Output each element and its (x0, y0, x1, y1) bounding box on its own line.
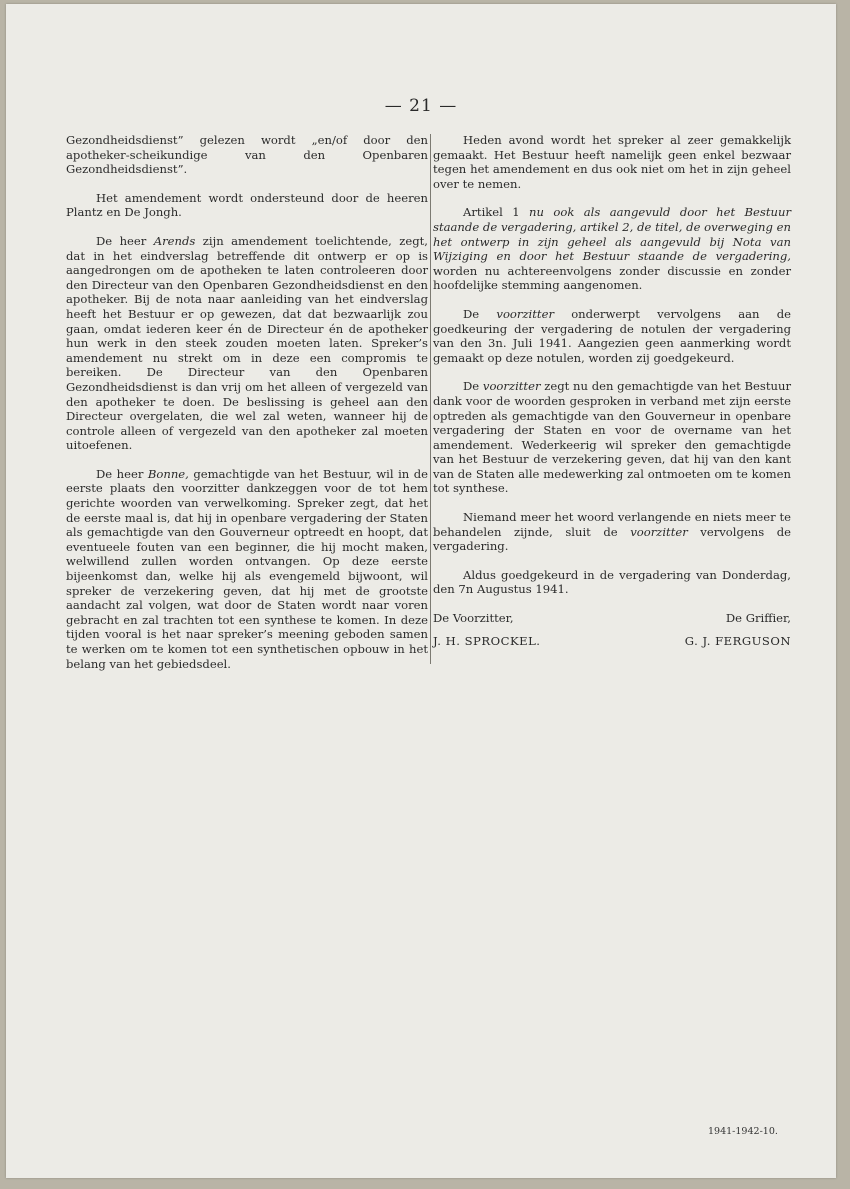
paragraph: Gezondheidsdienst” gelezen wordt „en/of door den apotheker-scheikundige van den Openbaren Gezondheidsdienst”. (66, 133, 428, 177)
document-page (6, 4, 836, 1178)
catalog-number: 1941-1942-10. (708, 1126, 778, 1137)
left-column (66, 133, 428, 685)
paragraph: Niemand meer het woord verlangende en niets meer te behandelen zijnde, sluit de voorzitter vervolgens de vergadering. (433, 510, 792, 554)
paragraph: De heer Arends zijn amendement toelichtende, zegt, dat in het eindverslag betreffende dit ontwerp er op is aangedrongen om de apotheken te laten controleeren door den Directeur van den Openbaren Gezondheidsdienst en den apotheker. Bij de nota naar aanleiding van het eindverslag heeft het Bestuur er op gewezen, dat dat bezwaarlijk zou gaan, omdat iederen keer én de Directeur én de apotheker hun werk in den steek zouden moeten laten. Spreker’s amendement nu strekt om in deze een compromis te bereiken. De Directeur van den Openbaren Gezondheidsdienst is dan vrij om het alleen of vergezeld van den apotheker te doen. De beslissing is geheel aan den Directeur overgelaten, die wel zal weten, wanneer hij de controle alleen of vergezeld van den apotheker zal moeten uitoefenen. (66, 233, 428, 453)
signature-names (433, 634, 791, 649)
paragraph: Het amendement wordt ondersteund door de heeren Plantz en De Jongh. (66, 190, 428, 220)
right-column (433, 133, 791, 648)
page-number: — 21 — (384, 96, 458, 116)
signature-titles (433, 611, 791, 626)
paragraph: De heer Bonne, gemachtigde van het Bestuur, wil in de eerste plaats den voorzitter dankzeggen voor de tot hem gerichte woorden van verwelkoming. Spreker zegt, dat het de eerste maal is, dat hij in openbare vergadering der Staten als gemachtigde van den Gouverneur optreedt en hoopt, dat eventueele fouten van een beginner, die hij mocht maken, welwillend zullen worden ontvangen. Op deze eerste bijeenkomst dan, welke hij als evengemeld bijwoont, wil spreker de verzekering geven, dat hij met de grootste aandacht zal volgen, wat door de Staten wordt naar voren gebracht en zal trachten tot een synthese te komen. In deze tijden vooral is het naar spreker’s meening geboden samen te werken om te komen tot een synthetischen opbouw in het belang van het gebiedsdeel. (66, 466, 429, 671)
speaker-name: Arends (153, 233, 196, 248)
chairman-name: J. H. SPROCKEL. (433, 633, 541, 648)
paragraph: Aldus goedgekeurd in de vergadering van Donderdag, den 7n Augustus 1941. (433, 567, 791, 597)
clerk-name: G. J. FERGUSON (684, 633, 791, 648)
chairman-title: De Voorzitter, (433, 611, 514, 626)
clerk-title: De Griffier, (725, 611, 791, 626)
paragraph: Heden avond wordt het spreker al zeer gemakkelijk gemaakt. Het Bestuur heeft namelijk geen enkel bezwaar tegen het amendement en dus ook niet om het in zijn geheel over te nemen. (433, 133, 791, 191)
speaker-name: Bonne, (147, 466, 189, 481)
paragraph: De voorzitter zegt nu den gemachtigde van het Bestuur dank voor de woorden gesproken in verband met zijn eerste optreden als gemachtigde van den Gouverneur in openbare vergadering der Staten en voor de overname van het amendement. Wederkeerig wil spreker den gemachtigde van het Bestuur de verzekering geven, dat hij van den kant van de Staten alle medewerking zal ontmoeten om te komen tot synthese. (433, 379, 792, 496)
paragraph: Artikel 1 nu ook als aangevuld door het Bestuur staande de vergadering, artikel 2, de titel, de overweging en het ontwerp in zijn geheel als aangevuld bij Nota van Wijziging en door het Bestuur staande de vergadering, worden nu achtereenvolgens zonder discussie en zonder hoofdelijke stemming aangenomen. (433, 205, 791, 293)
column-divider (430, 134, 431, 664)
paragraph: De voorzitter onderwerpt vervolgens aan de goedkeuring der vergadering de notulen der vergadering van den 3n. Juli 1941. Aangezien geen aanmerking wordt gemaakt op deze notulen, worden zij goedgekeurd. (433, 306, 792, 365)
